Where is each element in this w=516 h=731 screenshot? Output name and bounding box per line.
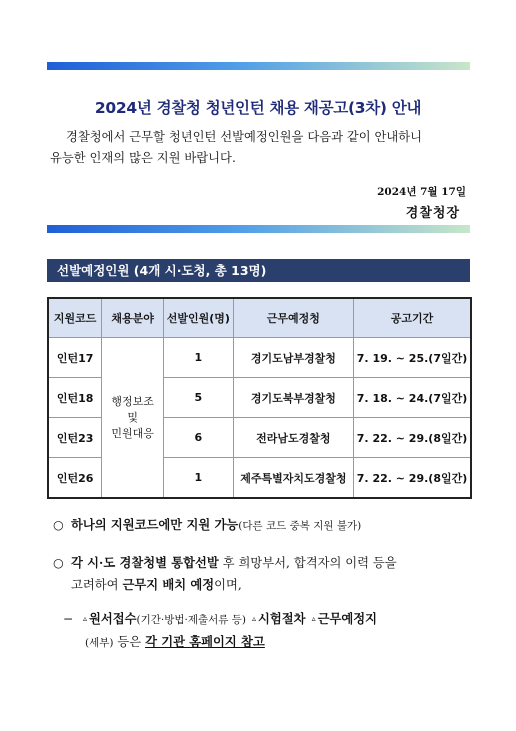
triangle-icon: ▵ [311,614,316,623]
table-row [48,338,471,378]
note-1-paren: (다른 코드 중복 지원 불가) [238,520,362,532]
note-3-item1-paren: (기간·방법·제출서류 등) [136,614,247,626]
cell-field [102,338,164,499]
note-2-rest: 후 희망부서, 합격자의 이력 등을 [218,556,397,570]
cell-agency: 제주특별자치도경찰청 [233,458,353,499]
note-1 [53,515,478,533]
cell-period: 7. 18. ~ 24.(7일간) [354,378,471,418]
cell-code: 인턴23 [48,418,102,458]
triangle-icon: ▵ [252,614,257,623]
cell-agency: 경기도남부경찰청 [233,338,353,378]
top-decor-bar [47,62,470,70]
header-field: 채용분야 [102,298,164,338]
table-header-row [48,298,471,338]
cell-count: 1 [163,458,233,499]
note-3-item2: 시험절차 [258,611,306,626]
note-2-line2-bold: 근무지 배치 예정 [122,577,215,592]
announcement-date: 2024년 7월 17일 [377,186,466,198]
note-1-main: 하나의 지원코드에만 지원 가능 [71,517,239,532]
cell-period: 7. 22. ~ 29.(8일간) [354,458,471,499]
circle-bullet-icon: ○ [53,556,64,570]
intro-line-1: 경찰청에서 근무할 청년인턴 선발예정인원을 다음과 같이 안내하니 [66,130,423,144]
note-3 [63,608,488,654]
intro-line-2: 유능한 인재의 많은 지원 바랍니다. [50,151,236,165]
section-header: 선발예정인원 (4개 시·도청, 총 13명) [47,259,470,282]
circle-bullet-icon: ○ [53,518,64,532]
note-3-line2-paren: (세부) [85,637,114,649]
note-2-line2-a: 고려하여 [71,578,123,592]
note-2-line2-b: 이며, [214,578,242,592]
recruitment-table [47,297,472,499]
cell-code: 인턴26 [48,458,102,499]
note-3-item3: 근무예정지 [317,611,377,626]
dash-bullet-icon: − [63,612,74,626]
note-3-item1: 원서접수 [89,611,137,626]
cell-period: 7. 22. ~ 29.(8일간) [354,418,471,458]
middle-decor-bar [47,225,470,233]
header-count: 선발인원(명) [163,298,233,338]
cell-count: 6 [163,418,233,458]
note-3-line2-underline: 각 기관 홈페이지 참고 [145,634,265,649]
cell-period: 7. 19. ~ 25.(7일간) [354,338,471,378]
cell-code: 인턴17 [48,338,102,378]
header-code: 지원코드 [48,298,102,338]
intro-text [50,127,475,169]
note-2 [53,552,478,596]
page-title: 2024년 경찰청 청년인턴 채용 재공고(3차) 안내 [94,99,422,117]
note-2-bold: 각 시·도 경찰청별 통합선발 [71,555,219,570]
issuer-signature: 경찰청장 [405,206,460,221]
triangle-icon: ▵ [83,614,88,623]
header-period: 공고기간 [354,298,471,338]
cell-agency: 경기도북부경찰청 [233,378,353,418]
cell-agency: 전라남도경찰청 [233,418,353,458]
cell-count: 1 [163,338,233,378]
note-3-line2-a: 등은 [113,635,146,649]
header-agency: 근무예정청 [233,298,353,338]
cell-code: 인턴18 [48,378,102,418]
field-text: 행정보조 및 민원대응 [111,394,154,440]
cell-count: 5 [163,378,233,418]
